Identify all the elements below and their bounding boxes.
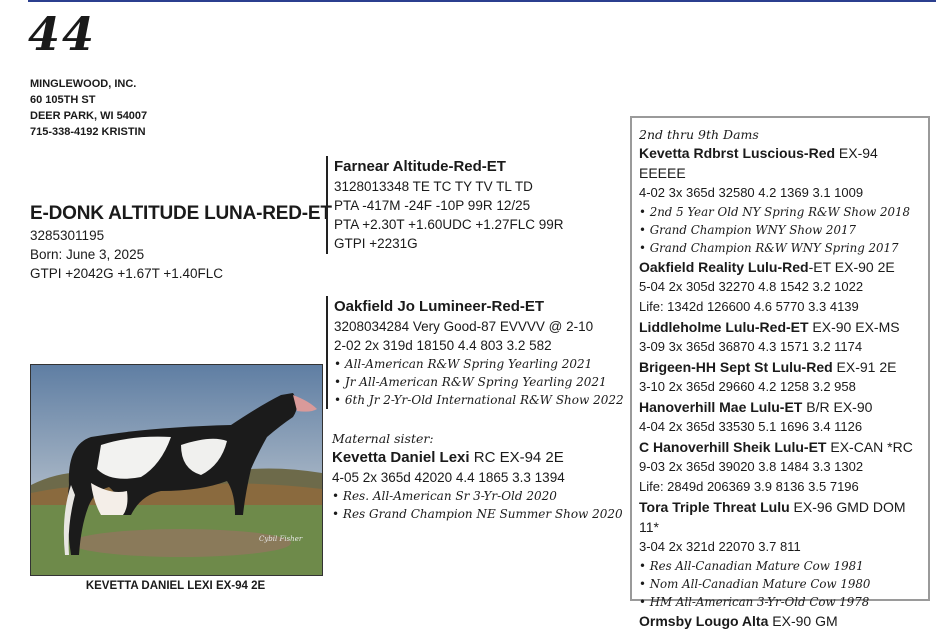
dam-entry-award: • Grand Champion WNY Show 2017 bbox=[639, 223, 856, 237]
maternal-sister-block bbox=[332, 430, 623, 523]
dam-entry-award: • Res All-Canadian Mature Cow 1981 bbox=[639, 559, 864, 573]
consignor-address2: DEER PARK, WI 54007 bbox=[30, 110, 148, 122]
dam-line: 2-02 2x 319d 18150 4.4 803 3.2 582 bbox=[334, 338, 552, 353]
consignor-name: MINGLEWOOD, INC. bbox=[30, 78, 137, 90]
dam-entry-name: Hanoverhill Mae Lulu-ET B/R EX-90 bbox=[639, 399, 873, 415]
dam-entry-record: 4-04 2x 365d 33530 5.1 1696 3.4 1126 bbox=[639, 419, 863, 434]
maternal-sister-award: • Res. All-American Sr 3-Yr-Old 2020 bbox=[332, 489, 557, 503]
animal-genomics: GTPI +2042G +1.67T +1.40FLC bbox=[30, 266, 223, 281]
consignor-address1: 60 105TH ST bbox=[30, 94, 96, 106]
dam-entry-name: C Hanoverhill Sheik Lulu-ET EX-CAN *RC bbox=[639, 439, 913, 455]
dam-entry-record: 9-03 2x 365d 39020 3.8 1484 3.3 1302 bbox=[639, 459, 864, 474]
sire-line: 3128013348 TE TC TY TV TL TD bbox=[334, 179, 533, 194]
dam-entry-record: Life: 1342d 126600 4.6 5770 3.3 4139 bbox=[639, 299, 859, 314]
maternal-sister-name: Kevetta Daniel Lexi RC EX-94 2E bbox=[332, 449, 564, 466]
dam-entry-award: • Grand Champion R&W WNY Spring 2017 bbox=[639, 241, 899, 255]
top-rule bbox=[28, 0, 936, 2]
dam-entry-name: Tora Triple Threat Lulu EX-96 GMD DOM 11* bbox=[639, 499, 906, 535]
animal-reg: 3285301195 bbox=[30, 228, 105, 243]
photo-caption: KEVETTA DANIEL LEXI EX-94 2E bbox=[85, 580, 266, 592]
sire-line: GTPI +2231G bbox=[334, 236, 418, 251]
photo-watermark: Cybil Fisher bbox=[259, 535, 303, 543]
lot-number: 44 bbox=[28, 7, 97, 61]
dam-entry-record: 3-09 3x 365d 36870 4.3 1571 3.2 1174 bbox=[639, 339, 863, 354]
dam-entry-record: Life: 2849d 206369 3.9 8136 3.5 7196 bbox=[639, 479, 859, 494]
dam-entry-name: Kevetta Rdbrst Luscious-Red EX-94 EEEEE bbox=[639, 145, 878, 181]
dams-box bbox=[630, 116, 930, 629]
dam-line: 3208034284 Very Good-87 EVVVV @ 2-10 bbox=[334, 319, 594, 334]
dam-block bbox=[326, 296, 624, 409]
dam-name: Oakfield Jo Lumineer-Red-ET bbox=[334, 298, 545, 315]
dam-entry-name: Oakfield Reality Lulu-Red-ET EX-90 2E bbox=[639, 259, 895, 275]
dam-award: • 6th Jr 2-Yr-Old International R&W Show 2022 bbox=[334, 393, 624, 407]
dam-award: • All-American R&W Spring Yearling 2021 bbox=[334, 357, 593, 371]
dam-entry-award: • HM All-American 3-Yr-Old Cow 1978 bbox=[639, 595, 870, 609]
dam-entry-record: 3-10 2x 365d 29660 4.2 1258 3.2 958 bbox=[639, 379, 856, 394]
dam-entry-record: 3-04 2x 321d 22070 3.7 811 bbox=[639, 539, 801, 554]
dam-entry-award: • Nom All-Canadian Mature Cow 1980 bbox=[639, 577, 871, 591]
cow-photo-image bbox=[31, 365, 322, 575]
animal-block bbox=[30, 202, 332, 283]
consignor-block bbox=[30, 76, 147, 140]
animal-born: Born: June 3, 2025 bbox=[30, 247, 145, 262]
dam-entry-record: 5-04 2x 305d 32270 4.8 1542 3.2 1022 bbox=[639, 279, 864, 294]
dam-entry-name: Ormsby Lougo Alta EX-90 GM bbox=[639, 613, 838, 629]
dam-entry-name: Brigeen-HH Sept St Lulu-Red EX-91 2E bbox=[639, 359, 897, 375]
animal-name: E-DONK ALTITUDE LUNA-RED-ET bbox=[30, 203, 332, 224]
sire-block bbox=[326, 156, 564, 254]
sire-line: PTA +2.30T +1.60UDC +1.27FLC 99R bbox=[334, 217, 564, 232]
dams-entries bbox=[639, 143, 928, 631]
dam-entry-record: 4-02 3x 365d 32580 4.2 1369 3.1 1009 bbox=[639, 185, 864, 200]
dams-heading: 2nd thru 9th Dams bbox=[639, 127, 759, 142]
maternal-sister-heading: Maternal sister: bbox=[332, 431, 434, 446]
maternal-sister-award: • Res Grand Champion NE Summer Show 2020 bbox=[332, 507, 623, 521]
consignor-phone: 715-338-4192 KRISTIN bbox=[30, 126, 146, 138]
maternal-sister-record: 4-05 2x 365d 42020 4.4 1865 3.3 1394 bbox=[332, 470, 565, 485]
sire-line: PTA -417M -24F -10P 99R 12/25 bbox=[334, 198, 531, 213]
dam-entry-award: • 2nd 5 Year Old NY Spring R&W Show 2018 bbox=[639, 205, 910, 219]
dam-entry-name: Liddleholme Lulu-Red-ET EX-90 EX-MS bbox=[639, 319, 900, 335]
cow-photo bbox=[30, 364, 323, 576]
sire-name: Farnear Altitude-Red-ET bbox=[334, 158, 506, 175]
dam-award: • Jr All-American R&W Spring Yearling 2021 bbox=[334, 375, 607, 389]
